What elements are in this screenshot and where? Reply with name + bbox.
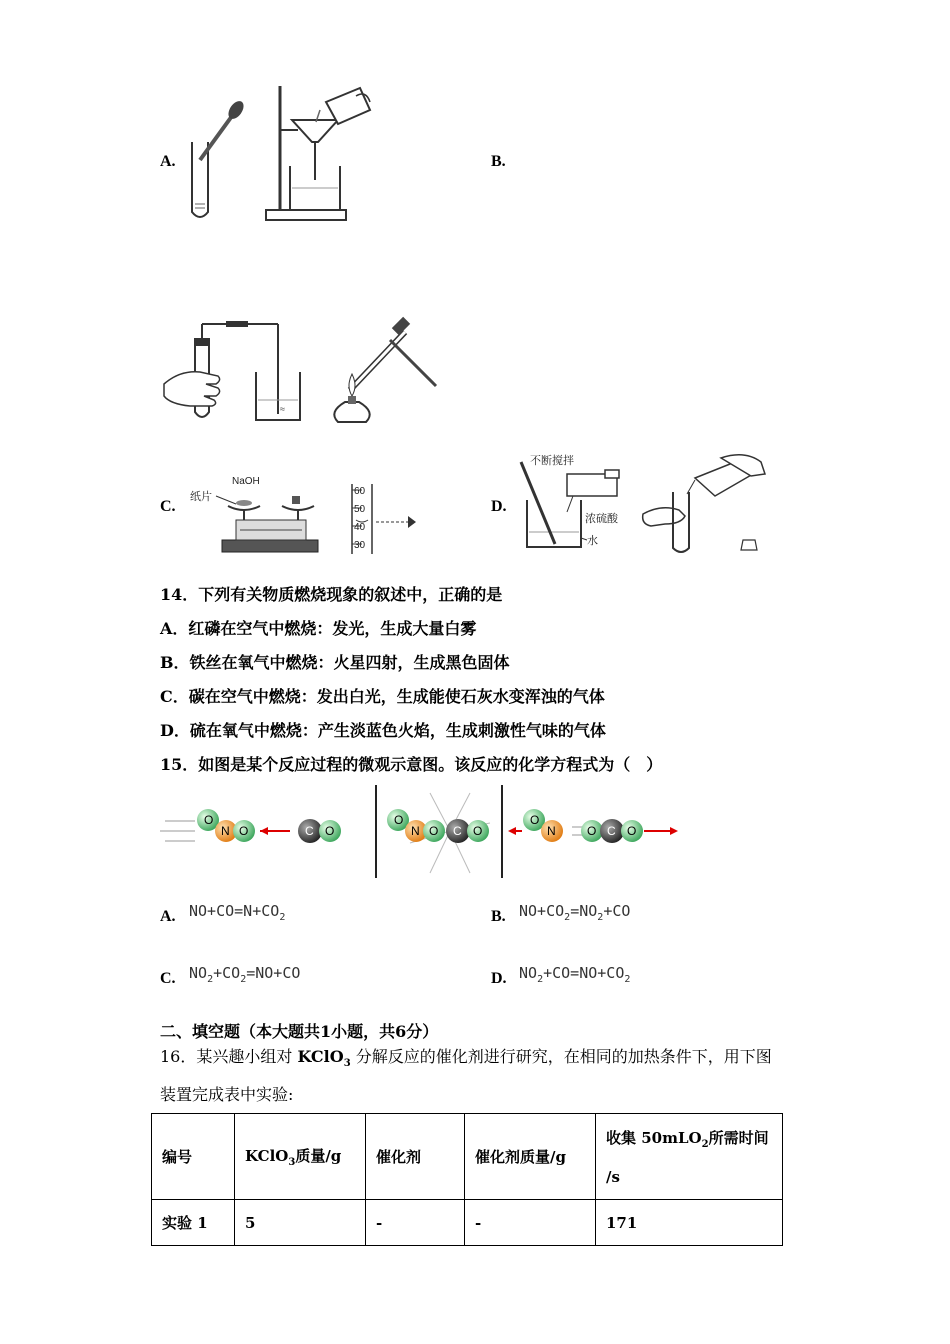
atom-c: C — [305, 824, 314, 838]
atom-c: C — [607, 824, 616, 838]
atom-c: C — [453, 824, 462, 838]
q15-option-d-equation: $NO_2+CO=NO+CO_2$ — [519, 964, 631, 985]
experiment-table — [151, 1113, 783, 1246]
q16-line-1: 16．某兴趣小组对 KClO$_3$ 分解反应的催化剂进行研究，在相同的加热条件下，用下图 — [160, 1047, 772, 1070]
table-header-row — [152, 1114, 783, 1200]
cylinder-tick-30: 30 — [354, 540, 366, 551]
atom-o: O — [239, 824, 249, 838]
reaction-diagram — [160, 783, 685, 883]
option-d-label: D. — [491, 498, 507, 515]
atom-n: N — [547, 824, 556, 838]
q15-option-c-equation: $NO_2+CO_2=NO+CO$ — [189, 964, 301, 985]
figure-b-airtightness-and-heating — [160, 312, 445, 427]
svg-text:≈: ≈ — [280, 404, 285, 414]
atom-o: O — [530, 813, 540, 827]
q16-line-2: 装置完成表中实验: — [160, 1085, 294, 1104]
q14-option-a: A．红磷在空气中燃烧：发光，生成大量白雾 — [160, 619, 477, 638]
cell-time: 171 — [596, 1200, 783, 1246]
cell-id: 实验 1 — [152, 1200, 235, 1246]
q14-option-d: D．硫在氧气中燃烧：产生淡蓝色火焰，生成刺激性气味的气体 — [160, 721, 606, 740]
atom-o: O — [394, 813, 404, 827]
atom-o: O — [587, 824, 597, 838]
water-label: 水 — [587, 535, 598, 547]
atom-n: N — [221, 824, 230, 838]
cell-catalyst: - — [366, 1200, 465, 1246]
figure-a-dropper-and-filtration — [180, 80, 380, 225]
cell-kclo3-mass: 5 — [235, 1200, 366, 1246]
acid-label: 浓硫酸 — [585, 513, 618, 525]
header-catalyst: 催化剂 — [366, 1114, 465, 1200]
q14-option-b: B．铁丝在氧气中燃烧：火星四射，生成黑色固体 — [160, 653, 510, 672]
cylinder-tick-60: 60 — [354, 486, 366, 497]
atom-o: O — [325, 824, 335, 838]
atom-o: O — [473, 824, 483, 838]
q15-option-b-label: B. — [491, 908, 506, 925]
table-row — [152, 1200, 783, 1246]
paper-label: 纸片 — [190, 491, 212, 503]
q15-option-b-equation: $NO+CO_2=NO_2+CO$ — [519, 902, 631, 923]
atom-o: O — [429, 824, 439, 838]
header-kclo3-mass: KClO$_3$质量/g — [235, 1114, 366, 1200]
header-time: 收集 50mLO$_2$所需时间 /s — [596, 1114, 783, 1200]
q15-option-d-label: D. — [491, 970, 507, 987]
q14-option-c: C．碳在空气中燃烧：发出白光，生成能使石灰水变浑浊的气体 — [160, 687, 605, 706]
q14-stem: 14．下列有关物质燃烧现象的叙述中，正确的是 — [160, 585, 503, 604]
option-b-label: B. — [491, 153, 506, 170]
header-catalyst-mass: 催化剂质量/g — [465, 1114, 596, 1200]
cylinder-tick-50: 50 — [354, 504, 366, 515]
eye-icon — [408, 516, 416, 528]
figure-c-balance-and-cylinder — [180, 470, 430, 560]
cylinder-tick-40: 40 — [354, 522, 366, 533]
atom-o: O — [204, 813, 214, 827]
header-id: 编号 — [152, 1114, 235, 1200]
q15-option-c-label: C. — [160, 970, 176, 987]
stir-label: 不断搅拌 — [530, 455, 574, 467]
section-title: 二、填空题（本大题共1小题，共6分） — [160, 1022, 439, 1041]
option-a-label: A. — [160, 153, 176, 170]
figure-d-dilution-and-pouring — [515, 452, 770, 557]
cell-catalyst-mass: - — [465, 1200, 596, 1246]
q15-option-a-label: A. — [160, 908, 176, 925]
q15-option-a-equation: $NO+CO=N+CO_2$ — [189, 902, 286, 923]
atom-n: N — [411, 824, 420, 838]
q15-stem: 15．如图是某个反应过程的微观示意图。该反应的化学方程式为（ ） — [160, 755, 663, 774]
naoh-label: NaOH — [232, 476, 260, 487]
option-c-label: C. — [160, 498, 176, 515]
atom-o: O — [627, 824, 637, 838]
